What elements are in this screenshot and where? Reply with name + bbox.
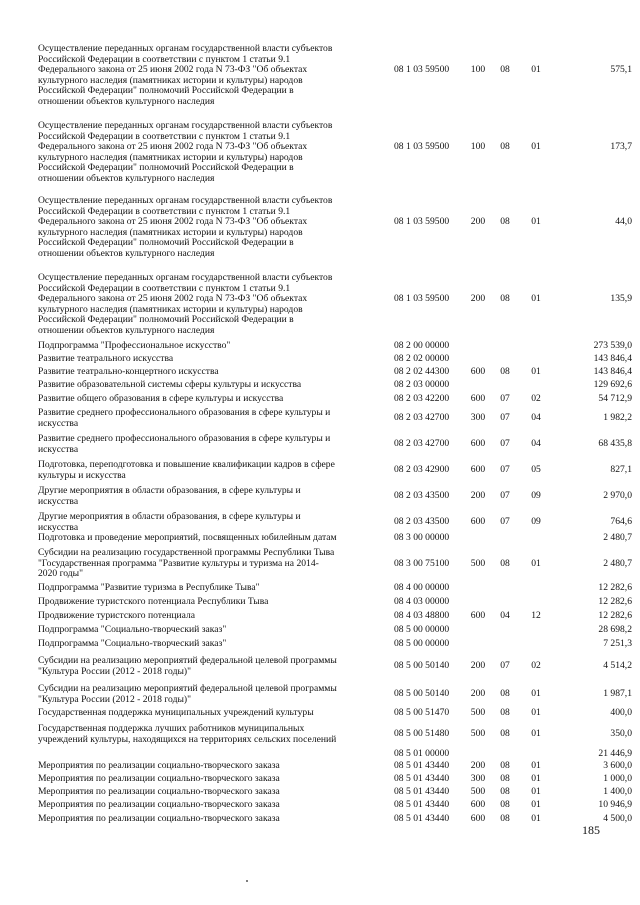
row-sum: 7 251,3 [603, 638, 632, 649]
row-name [38, 708, 383, 719]
row-sum: 143 846,4 [593, 366, 632, 377]
row-sum: 12 282,6 [598, 610, 632, 621]
row-name-line: искусства [38, 417, 79, 429]
row-name-line: Государственная поддержка лучших работников муниципальных [38, 724, 305, 734]
row-pr: 01 [531, 216, 541, 228]
row-name [38, 354, 383, 365]
row-code: 08 2 00 00000 [394, 340, 450, 351]
row-code: 08 5 01 00000 [394, 748, 450, 759]
row-vr: 100 [470, 64, 486, 76]
row-code: 08 5 01 43440 [394, 786, 450, 797]
row-pr: 09 [531, 516, 541, 528]
row-name-line: Субсидии на реализацию мероприятий федеральной целевой программы [38, 684, 337, 694]
row-name [38, 611, 383, 622]
row-name-line: Субсидии на реализацию мероприятий федеральной целевой программы [38, 656, 337, 666]
row-name-line: отношении объектов культурного наследия [38, 247, 215, 259]
row-pr: 01 [531, 799, 541, 810]
row-rz: 08 [500, 64, 510, 76]
row-code: 08 4 03 48800 [394, 610, 450, 621]
row-code: 08 2 03 42700 [394, 438, 450, 450]
row-pr: 05 [531, 464, 541, 476]
row-code: 08 5 00 50140 [394, 688, 450, 700]
row-name [38, 684, 383, 705]
row-name [38, 597, 383, 608]
page-number: 185 [582, 823, 600, 837]
row-name-line: Осуществление переданных органам государственной власти субъектов [38, 273, 333, 283]
row-name-line: Подпрограмма "Социально-творческий заказ" [38, 625, 227, 635]
row-name-line: Мероприятия по реализации социально-творческого заказа [38, 761, 280, 771]
row-rz: 07 [500, 393, 510, 404]
row-name [38, 814, 383, 825]
row-code: 08 2 03 42200 [394, 393, 450, 404]
row-sum: 350,0 [610, 728, 632, 740]
row-vr: 200 [470, 490, 486, 502]
row-pr: 01 [531, 786, 541, 797]
row-vr: 500 [470, 786, 486, 797]
row-pr: 04 [531, 438, 541, 450]
row-vr: 500 [470, 557, 486, 569]
row-name-line: Развитие среднего профессионального образования в сфере культуры и [38, 408, 331, 418]
row-name-line: культурного наследия (памятниках истории и культуры) народов [38, 151, 303, 163]
row-name [38, 486, 383, 507]
row-sum: 2 970,0 [603, 490, 632, 502]
row-vr: 100 [470, 141, 486, 153]
row-sum: 1 982,2 [603, 412, 632, 424]
row-sum: 2 480,7 [603, 557, 632, 569]
row-name-line: искусства [38, 495, 79, 507]
row-rz: 08 [500, 786, 510, 797]
row-name-line: Подпрограмма "Социально-творческий заказ" [38, 639, 227, 649]
row-name-line: культурного наследия (памятниках истории и культуры) народов [38, 226, 303, 238]
row-vr: 600 [470, 393, 486, 404]
row-rz: 08 [500, 688, 510, 700]
row-code: 08 4 00 00000 [394, 582, 450, 593]
row-name [38, 774, 383, 785]
row-vr: 600 [470, 438, 486, 450]
row-name-line: отношении объектов культурного наследия [38, 324, 215, 336]
row-vr: 200 [470, 660, 486, 672]
row-code: 08 2 03 42700 [394, 412, 450, 424]
row-name-line: Государственная поддержка муниципальных учреждений культуры [38, 708, 314, 718]
row-code: 08 4 03 00000 [394, 596, 450, 607]
row-sum: 129 692,6 [593, 379, 632, 390]
row-code: 08 2 03 00000 [394, 379, 450, 390]
row-name-line: культуры и искусства [38, 469, 126, 481]
row-name [38, 341, 383, 352]
row-code: 08 1 03 59500 [394, 216, 450, 228]
row-sum: 400,0 [610, 707, 632, 718]
row-name-line: учреждений культуры, находящихся на территориях сельских поселений [38, 733, 337, 745]
row-pr: 04 [531, 412, 541, 424]
row-code: 08 2 02 00000 [394, 353, 450, 364]
row-name-line: отношении объектов культурного наследия [38, 172, 215, 184]
row-code: 08 2 03 43500 [394, 516, 450, 528]
row-name [38, 44, 383, 108]
row-pr: 02 [531, 393, 541, 404]
row-name-line: Российской Федерации" полномочий Российской Федерации в [38, 314, 294, 326]
row-sum: 44,0 [615, 216, 632, 228]
row-sum: 10 946,9 [598, 799, 632, 810]
row-sum: 4 500,0 [603, 813, 632, 824]
row-rz: 08 [500, 728, 510, 740]
row-name-line: "Культура России (2012 - 2018 годы)" [38, 693, 192, 705]
row-rz: 07 [500, 464, 510, 476]
row-rz: 08 [500, 216, 510, 228]
row-pr: 01 [531, 707, 541, 718]
row-name-line: Российской Федерации" полномочий Российской Федерации в [38, 85, 294, 97]
row-name-line: Подготовка, переподготовка и повышение квалификации кадров в сфере [38, 460, 335, 470]
row-name-line: Подпрограмма "Профессиональное искусство" [38, 341, 231, 351]
row-vr: 300 [470, 412, 486, 424]
row-code: 08 3 00 75100 [394, 557, 450, 569]
row-rz: 08 [500, 141, 510, 153]
row-name-line: искусства [38, 521, 79, 533]
row-name-line: Мероприятия по реализации социально-творческого заказа [38, 800, 280, 810]
row-vr: 300 [470, 773, 486, 784]
row-rz: 04 [500, 610, 510, 621]
row-sum: 135,9 [610, 293, 632, 305]
row-name-line: Осуществление переданных органам государственной власти субъектов [38, 44, 333, 54]
row-sum: 54 712,9 [598, 393, 632, 404]
row-sum: 4 514,2 [603, 660, 632, 672]
row-name [38, 512, 383, 533]
row-code: 08 5 00 00000 [394, 638, 450, 649]
row-vr: 600 [470, 516, 486, 528]
row-pr: 12 [531, 610, 541, 621]
row-code: 08 2 02 44300 [394, 366, 450, 377]
row-sum: 28 698,2 [598, 624, 632, 635]
row-name [38, 787, 383, 798]
row-name-line: Федерального закона от 25 июня 2002 года N 73-ФЗ "Об объектах [38, 293, 308, 305]
row-name-line: Развитие общего образования в сфере культуры и искусства [38, 394, 284, 404]
row-sum: 12 282,6 [598, 582, 632, 593]
row-vr: 600 [470, 813, 486, 824]
row-name [38, 800, 383, 811]
row-code: 08 5 01 43440 [394, 760, 450, 771]
row-pr: 01 [531, 688, 541, 700]
row-code: 08 1 03 59500 [394, 293, 450, 305]
row-name-line: Российской Федерации в соответствии с пунктом 1 статьи 9.1 [38, 205, 291, 217]
row-name [38, 583, 383, 594]
row-rz: 08 [500, 293, 510, 305]
row-name [38, 367, 383, 378]
row-name [38, 548, 383, 580]
row-pr: 09 [531, 490, 541, 502]
row-vr: 600 [470, 610, 486, 621]
row-code: 08 1 03 59500 [394, 64, 450, 76]
scan-speck [246, 880, 248, 882]
row-name-line: Подготовка и проведение мероприятий, посвященных юбилейным датам [38, 533, 337, 543]
row-sum: 12 282,6 [598, 596, 632, 607]
row-name-line: Развитие среднего профессионального образования в сфере культуры и [38, 434, 331, 444]
row-sum: 2 480,7 [603, 532, 632, 543]
row-name-line: Продвижение туристского потенциала Республики Тыва [38, 597, 269, 607]
row-pr: 01 [531, 760, 541, 771]
row-name [38, 121, 383, 185]
row-sum: 575,1 [610, 64, 632, 76]
row-name-line: Российской Федерации в соответствии с пунктом 1 статьи 9.1 [38, 282, 291, 294]
row-code: 08 5 00 51470 [394, 707, 450, 718]
row-vr: 600 [470, 799, 486, 810]
row-name-line: Федерального закона от 25 июня 2002 года N 73-ФЗ "Об объектах [38, 141, 308, 153]
row-pr: 01 [531, 773, 541, 784]
row-name [38, 196, 383, 260]
row-name [38, 273, 383, 337]
row-sum: 1 987,1 [603, 688, 632, 700]
row-code: 08 2 03 42900 [394, 464, 450, 476]
row-name-line: Мероприятия по реализации социально-творческого заказа [38, 787, 280, 797]
row-vr: 500 [470, 728, 486, 740]
row-code: 08 5 00 51480 [394, 728, 450, 740]
row-name-line: Мероприятия по реализации социально-творческого заказа [38, 774, 280, 784]
row-name-line: Российской Федерации в соответствии с пунктом 1 статьи 9.1 [38, 53, 291, 65]
row-name-line: Развитие театрально-концертного искусства [38, 367, 219, 377]
row-code: 08 5 01 43440 [394, 799, 450, 810]
row-name-line: культурного наследия (памятниках истории и культуры) народов [38, 74, 303, 86]
row-sum: 3 600,0 [603, 760, 632, 771]
row-sum: 764,6 [610, 516, 632, 528]
row-name-line: Осуществление переданных органам государственной власти субъектов [38, 196, 333, 206]
row-name-line: Субсидии на реализацию государственной программы Республики Тыва [38, 548, 335, 558]
row-sum: 68 435,8 [598, 438, 632, 450]
row-rz: 07 [500, 438, 510, 450]
row-name [38, 533, 383, 544]
row-name [38, 394, 383, 405]
row-sum: 1 000,0 [603, 773, 632, 784]
row-code: 08 5 00 50140 [394, 660, 450, 672]
row-name-line: Продвижение туристского потенциала [38, 611, 196, 621]
row-vr: 200 [470, 688, 486, 700]
row-rz: 08 [500, 760, 510, 771]
row-name [38, 724, 383, 745]
row-vr: 200 [470, 216, 486, 228]
row-name-line: Развитие образовательной системы сферы культуры и искусства [38, 380, 302, 390]
row-code: 08 2 03 43500 [394, 490, 450, 502]
row-name [38, 408, 383, 429]
row-rz: 07 [500, 490, 510, 502]
row-pr: 01 [531, 64, 541, 76]
row-rz: 07 [500, 516, 510, 528]
row-name-line: Российской Федерации" полномочий Российской Федерации в [38, 237, 294, 249]
row-vr: 200 [470, 293, 486, 305]
row-rz: 08 [500, 813, 510, 824]
row-name [38, 380, 383, 391]
row-name-line: Развитие театрального искусства [38, 354, 174, 364]
row-name-line: искусства [38, 443, 79, 455]
row-name [38, 761, 383, 772]
row-vr: 200 [470, 760, 486, 771]
row-name [38, 625, 383, 636]
row-name-line: 2020 годы" [38, 568, 84, 580]
row-name-line: "Культура России (2012 - 2018 годы)" [38, 665, 192, 677]
row-sum: 173,7 [610, 141, 632, 153]
row-name-line: культурного наследия (памятниках истории и культуры) народов [38, 303, 303, 315]
row-rz: 08 [500, 799, 510, 810]
row-sum: 273 539,0 [593, 340, 632, 351]
row-code: 08 3 00 00000 [394, 532, 450, 543]
row-code: 08 1 03 59500 [394, 141, 450, 153]
row-name-line: Осуществление переданных органам государственной власти субъектов [38, 121, 333, 131]
row-code: 08 5 00 00000 [394, 624, 450, 635]
row-pr: 01 [531, 293, 541, 305]
row-rz: 08 [500, 707, 510, 718]
row-name [38, 434, 383, 455]
row-sum: 143 846,4 [593, 353, 632, 364]
row-name [38, 656, 383, 677]
row-code: 08 5 01 43440 [394, 813, 450, 824]
row-sum: 1 400,0 [603, 786, 632, 797]
row-vr: 600 [470, 464, 486, 476]
row-sum: 827,1 [610, 464, 632, 476]
row-name [38, 639, 383, 650]
row-name-line: Мероприятия по реализации социально-творческого заказа [38, 814, 280, 824]
row-rz: 08 [500, 557, 510, 569]
row-name-line: отношении объектов культурного наследия [38, 95, 215, 107]
row-pr: 01 [531, 141, 541, 153]
row-rz: 07 [500, 660, 510, 672]
row-vr: 500 [470, 707, 486, 718]
row-name-line: Федерального закона от 25 июня 2002 года N 73-ФЗ "Об объектах [38, 216, 308, 228]
row-name-line: Российской Федерации" полномочий Российской Федерации в [38, 162, 294, 174]
row-pr: 01 [531, 728, 541, 740]
row-vr: 600 [470, 366, 486, 377]
row-name-line: "Государственная программа "Развитие культуры и туризма на 2014- [38, 557, 319, 569]
row-sum: 21 446,9 [598, 748, 632, 759]
row-pr: 02 [531, 660, 541, 672]
row-pr: 01 [531, 557, 541, 569]
row-rz: 07 [500, 412, 510, 424]
row-code: 08 5 01 43440 [394, 773, 450, 784]
row-name-line: Подпрограмма "Развитие туризма в Республике Тыва" [38, 583, 260, 593]
row-rz: 08 [500, 773, 510, 784]
row-name [38, 460, 383, 481]
row-rz: 08 [500, 366, 510, 377]
row-name-line: Другие мероприятия в области образования, в сфере культуры и [38, 512, 301, 522]
row-pr: 01 [531, 813, 541, 824]
row-name-line: Другие мероприятия в области образования, в сфере культуры и [38, 486, 301, 496]
row-name-line: Российской Федерации в соответствии с пунктом 1 статьи 9.1 [38, 130, 291, 142]
row-pr: 01 [531, 366, 541, 377]
row-name-line: Федерального закона от 25 июня 2002 года N 73-ФЗ "Об объектах [38, 64, 308, 76]
